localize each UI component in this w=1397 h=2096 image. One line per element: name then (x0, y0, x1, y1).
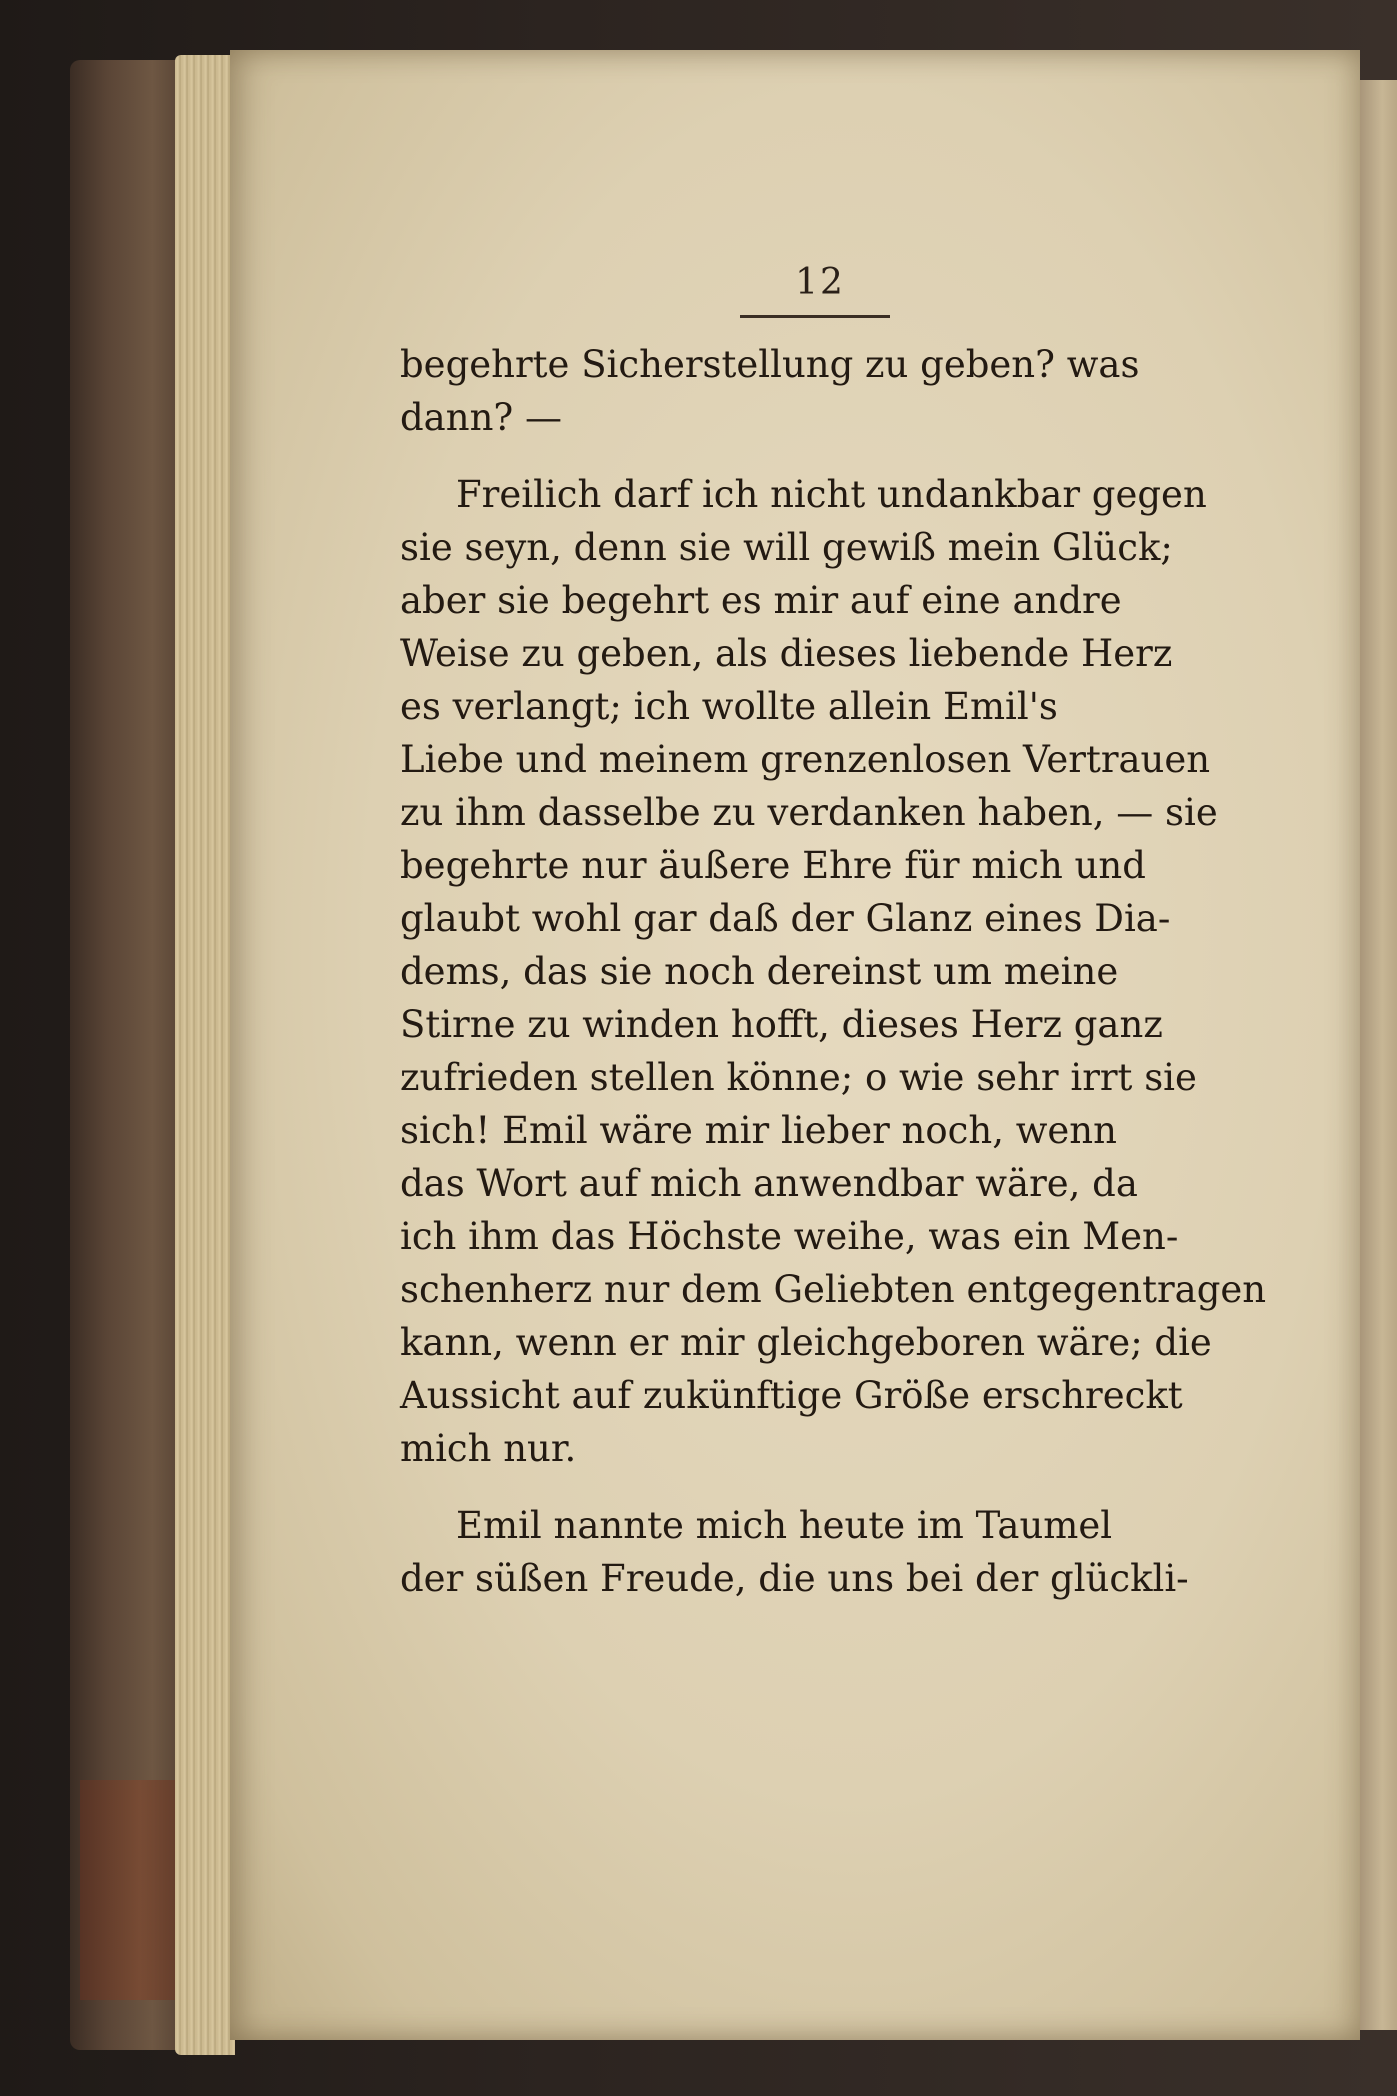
text-line: das Wort auf mich anwendbar wäre, da (400, 1162, 1138, 1205)
text-line: mich nur. (400, 1427, 577, 1470)
paragraph (400, 1499, 1189, 1605)
text-line: Aussicht auf zukünftige Größe erschreckt (400, 1374, 1183, 1417)
body-text (400, 338, 1267, 1605)
text-line: es verlangt; ich wollte allein Emil's (400, 685, 1058, 728)
facing-page-edge (1360, 80, 1397, 2030)
text-line: dann? — (400, 396, 563, 439)
text-line: glaubt wohl gar daß der Glanz eines Dia- (400, 897, 1171, 940)
text-line: begehrte Sicherstellung zu geben? was (400, 343, 1140, 386)
text-line: der süßen Freude, die uns bei der glückli- (400, 1557, 1189, 1600)
text-line: ich ihm das Höchste weihe, was ein Men- (400, 1215, 1179, 1258)
text-line: sie seyn, denn sie will gewiß mein Glück; (400, 526, 1173, 569)
paragraph-gap (400, 444, 1160, 468)
text-line: sich! Emil wäre mir lieber noch, wenn (400, 1109, 1117, 1152)
text-line: Weise zu geben, als dieses liebende Herz (400, 632, 1173, 675)
text-line: zu ihm dasselbe zu verdanken haben, — sie (400, 791, 1218, 834)
paragraph (400, 468, 1267, 1475)
page-edges (175, 55, 235, 2055)
text-line: Stirne zu winden hofft, dieses Herz ganz (400, 1003, 1163, 1046)
text-line: zufrieden stellen könne; o wie sehr irrt sie (400, 1056, 1197, 1099)
page-number-rule (740, 315, 890, 318)
text-line: Emil nannte mich heute im Taumel (456, 1504, 1113, 1547)
text-line: aber sie begehrt es mir auf eine andre (400, 579, 1122, 622)
paragraph-gap (400, 1475, 1160, 1499)
page-number: 12 (795, 262, 845, 303)
text-line: dems, das sie noch dereinst um meine (400, 950, 1119, 993)
text-line: kann, wenn er mir gleichgeboren wäre; die (400, 1321, 1212, 1364)
paragraph (400, 338, 1160, 444)
text-line: Freilich darf ich nicht undankbar gegen (456, 473, 1207, 516)
text-line: begehrte nur äußere Ehre für mich und (400, 844, 1146, 887)
text-line: Liebe und meinem grenzenlosen Vertrauen (400, 738, 1211, 781)
text-line: schenherz nur dem Geliebten entgegentragen (400, 1268, 1267, 1311)
